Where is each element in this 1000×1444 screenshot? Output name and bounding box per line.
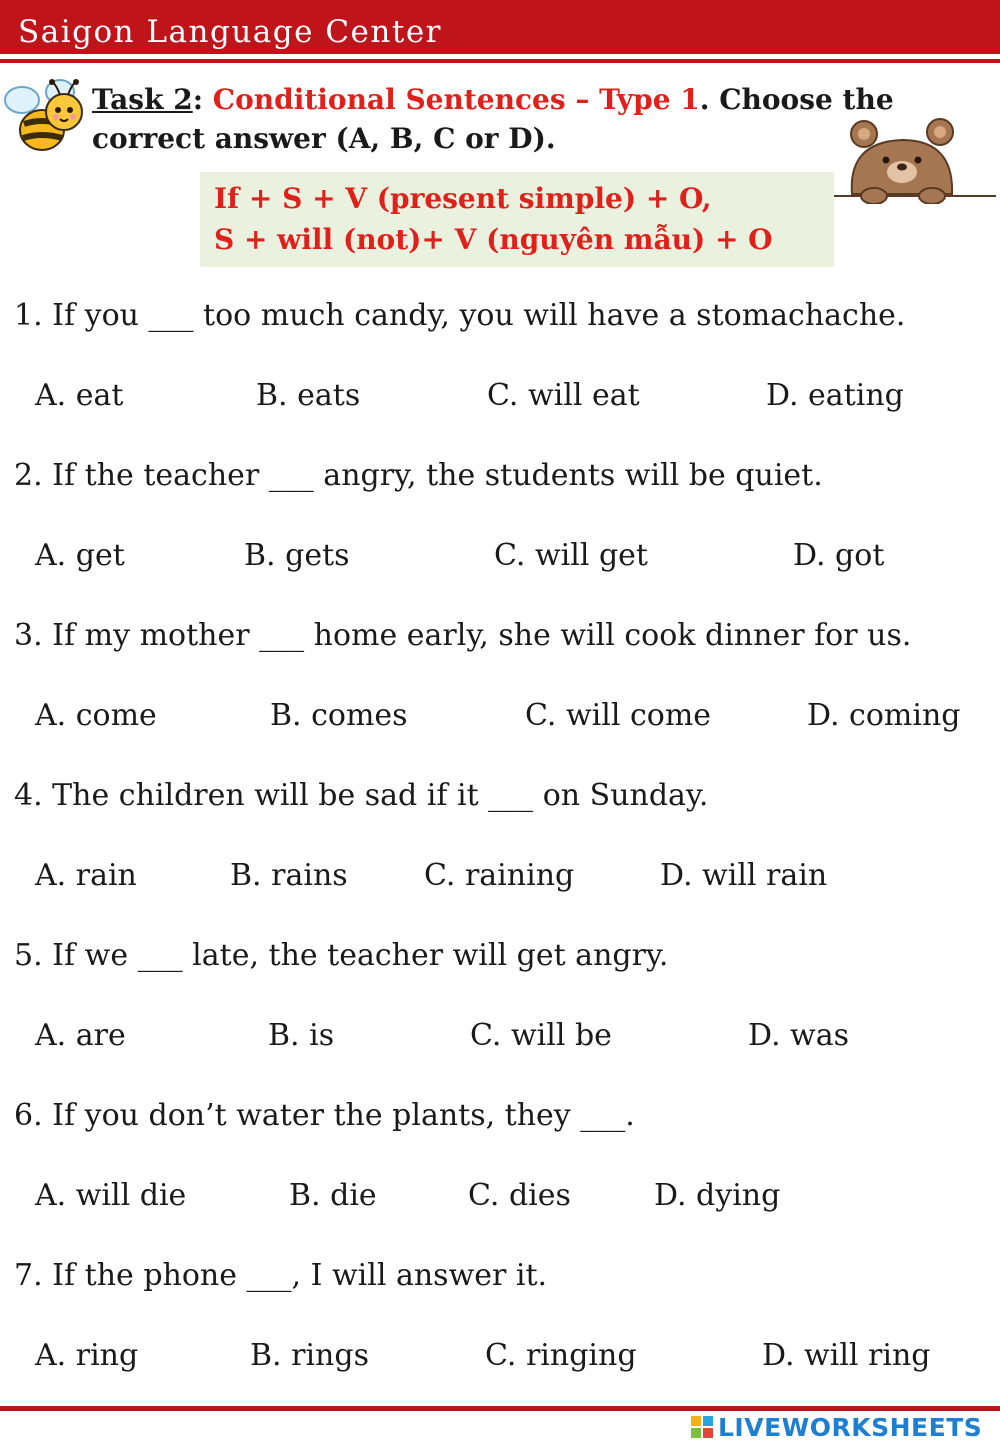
formula-line-2: S + will (not)+ V (nguyên mẫu) + O bbox=[214, 223, 773, 256]
liveworksheets-brand: LIVEWORKSHEETS bbox=[718, 1412, 983, 1442]
header-bar bbox=[0, 0, 1000, 54]
q4-option-b[interactable]: B. rains bbox=[230, 858, 348, 893]
q3-option-a[interactable]: A. come bbox=[35, 698, 157, 733]
q2-option-a[interactable]: A. get bbox=[35, 538, 125, 573]
question-5: 5. If we ___ late, the teacher will get angry. bbox=[14, 938, 669, 973]
q2-option-c[interactable]: C. will get bbox=[494, 538, 648, 573]
q6-option-a[interactable]: A. will die bbox=[35, 1178, 187, 1213]
q1-option-b[interactable]: B. eats bbox=[256, 378, 361, 413]
q7-option-c[interactable]: C. ringing bbox=[485, 1338, 637, 1373]
task-colon: : bbox=[192, 83, 204, 116]
question-6: 6. If you don’t water the plants, they ___. bbox=[14, 1098, 635, 1133]
q4-option-a[interactable]: A. rain bbox=[35, 858, 137, 893]
formula-line-1: If + S + V (present simple) + O, bbox=[214, 182, 712, 215]
q1-option-d[interactable]: D. eating bbox=[766, 378, 904, 413]
task-instruction-line2: correct answer (A, B, C or D). bbox=[92, 122, 556, 155]
q7-option-d[interactable]: D. will ring bbox=[762, 1338, 931, 1373]
question-1: 1. If you ___ too much candy, you will have a stomachache. bbox=[14, 298, 906, 333]
q7-option-b[interactable]: B. rings bbox=[250, 1338, 369, 1373]
question-4: 4. The children will be sad if it ___ on Sunday. bbox=[14, 778, 709, 813]
task-label: Task 2 bbox=[92, 83, 193, 116]
task-topic: Conditional Sentences – Type 1 bbox=[212, 83, 700, 116]
q6-option-b[interactable]: B. die bbox=[289, 1178, 377, 1213]
q5-option-d[interactable]: D. was bbox=[748, 1018, 850, 1053]
q5-option-a[interactable]: A. are bbox=[35, 1018, 126, 1053]
liveworksheets-logo bbox=[690, 1412, 982, 1442]
liveworksheets-badge-icon bbox=[690, 1415, 714, 1439]
q4-option-c[interactable]: C. raining bbox=[424, 858, 575, 893]
q3-option-c[interactable]: C. will come bbox=[525, 698, 712, 733]
q6-option-d[interactable]: D. dying bbox=[654, 1178, 781, 1213]
q3-option-b[interactable]: B. comes bbox=[270, 698, 408, 733]
bee-icon bbox=[2, 74, 88, 156]
question-7: 7. If the phone ___, I will answer it. bbox=[14, 1258, 548, 1293]
question-2: 2. If the teacher ___ angry, the students will be quiet. bbox=[14, 458, 823, 493]
header-divider bbox=[0, 59, 1000, 63]
q5-option-c[interactable]: C. will be bbox=[470, 1018, 612, 1053]
question-3: 3. If my mother ___ home early, she will cook dinner for us. bbox=[14, 618, 912, 653]
formula-box bbox=[200, 172, 834, 267]
q1-option-a[interactable]: A. eat bbox=[35, 378, 124, 413]
q1-option-c[interactable]: C. will eat bbox=[487, 378, 640, 413]
footer-divider bbox=[0, 1406, 1000, 1411]
q7-option-a[interactable]: A. ring bbox=[35, 1338, 139, 1373]
q3-option-d[interactable]: D. coming bbox=[807, 698, 961, 733]
q4-option-d[interactable]: D. will rain bbox=[660, 858, 828, 893]
q5-option-b[interactable]: B. is bbox=[268, 1018, 335, 1053]
bear-icon bbox=[834, 118, 996, 204]
header-title: Saigon Language Center bbox=[18, 14, 442, 50]
q2-option-b[interactable]: B. gets bbox=[244, 538, 350, 573]
q6-option-c[interactable]: C. dies bbox=[468, 1178, 571, 1213]
task-instruction-line1: . Choose the bbox=[699, 83, 894, 116]
q2-option-d[interactable]: D. got bbox=[793, 538, 885, 573]
